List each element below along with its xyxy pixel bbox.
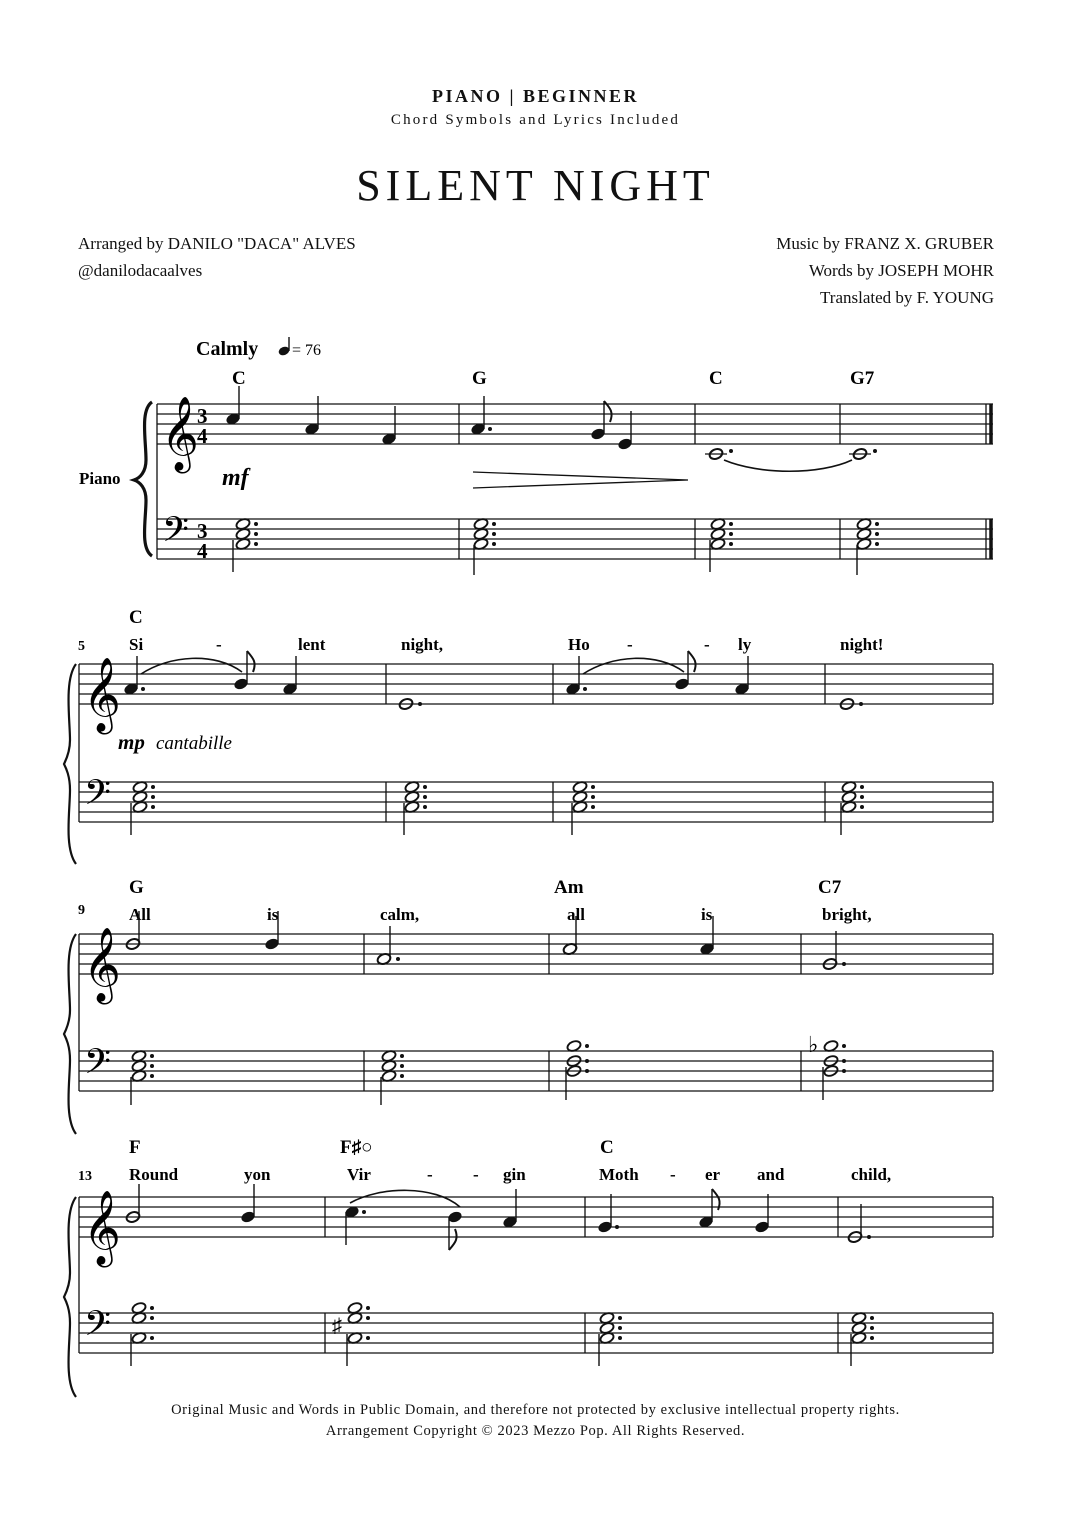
lyric-syllable: is [267, 905, 279, 924]
treble-notes-s2 [123, 651, 863, 711]
grand-staff-brace [64, 664, 76, 864]
grand-staff-brace [64, 934, 76, 1134]
barlines [157, 404, 986, 559]
series-label: PIANO | BEGINNER [432, 86, 639, 106]
treble-notes-m3-m4 [705, 447, 877, 471]
dynamic-mf: mf [222, 465, 249, 491]
treble-staff [79, 934, 993, 974]
barlines [79, 1197, 993, 1353]
time-signature-bottom: 4 [197, 424, 208, 448]
treble-clef-icon: 𝄞 [161, 398, 199, 469]
lyric-syllable: and [757, 1165, 785, 1184]
treble-staff [79, 1197, 993, 1237]
measure-number: 9 [78, 903, 85, 918]
system-1 [79, 337, 993, 575]
dynamic-mp: mp [118, 730, 145, 754]
lyric-syllable: All [129, 905, 151, 924]
treble-staff [79, 664, 993, 704]
expression-text: cantabille [156, 733, 232, 754]
translation-credit: Translated by F. YOUNG [820, 288, 994, 307]
treble-notes-s3 [125, 911, 846, 971]
footer-line-1: Original Music and Words in Public Domain, and therefore not protected by exclusive intellectual property rights. [171, 1402, 900, 1418]
lyric-syllable: calm, [380, 905, 420, 924]
copyright-footer [0, 1400, 1071, 1442]
lyrics-line [129, 1165, 891, 1184]
bass-clef-icon: 𝄢 [84, 1044, 112, 1090]
system-3 [64, 877, 993, 1134]
words-credit: Words by JOSEPH MOHR [808, 261, 994, 280]
bass-chords-s1 [233, 517, 879, 575]
lyric-syllable: night, [401, 635, 444, 654]
arranger-handle: @danilodacaalves [78, 261, 203, 280]
chord-symbol: Am [554, 877, 584, 898]
footer-line-2: Arrangement Copyright © 2023 Mezzo Pop. All Rights Reserved. [325, 1423, 746, 1439]
lyric-syllable: Moth [599, 1165, 639, 1184]
chord-symbol: G [129, 877, 144, 898]
lyric-syllable: - [216, 635, 222, 654]
lyric-syllable: gin [503, 1165, 526, 1184]
lyric-syllable: - [627, 635, 633, 654]
grand-staff-brace [64, 1197, 76, 1397]
treble-clef-icon: 𝄞 [83, 1192, 121, 1263]
bass-chords-s4 [131, 1301, 874, 1366]
chord-symbol: F♯○ [340, 1137, 373, 1158]
lyric-syllable: - [473, 1165, 479, 1184]
system-2 [64, 607, 993, 864]
bass-staff [79, 1051, 993, 1091]
bass-chords-s3 [131, 1032, 846, 1105]
system-4 [64, 1137, 993, 1397]
sharp-accidental-icon: ♯ [332, 1315, 342, 1337]
measure-number: 13 [78, 1169, 92, 1184]
lyrics-line [129, 905, 872, 924]
lyric-syllable: - [704, 635, 710, 654]
chord-symbol: C [232, 368, 246, 389]
bass-staff [79, 782, 993, 822]
song-title: SILENT NIGHT [356, 161, 715, 210]
lyric-syllable: Si [129, 635, 144, 654]
chord-symbol: F [129, 1137, 141, 1158]
decrescendo-hairpin [473, 472, 688, 488]
lyric-syllable: Vir [347, 1165, 371, 1184]
treble-clef-icon: 𝄞 [83, 929, 121, 1000]
bass-clef-icon: 𝄢 [162, 512, 190, 558]
barlines [79, 934, 993, 1091]
lyric-syllable: ly [738, 635, 752, 654]
tempo-marking: Calmly [196, 338, 259, 360]
lyric-syllable: lent [298, 635, 326, 654]
treble-staff [157, 404, 993, 444]
lyric-syllable: bright, [822, 905, 872, 924]
lyric-syllable: - [427, 1165, 433, 1184]
time-signature-top: 3 [197, 404, 208, 428]
treble-notes-m1 [225, 386, 397, 446]
chord-symbol: C7 [818, 877, 842, 898]
subtitle: Chord Symbols and Lyrics Included [390, 112, 681, 128]
arranger-credit: Arranged by DANILO "DACA" ALVES [78, 234, 356, 253]
flat-accidental-icon: ♭ [808, 1032, 819, 1057]
bass-clef-icon: 𝄢 [84, 775, 112, 821]
tempo-value: = 76 [292, 342, 322, 359]
lyric-syllable: Ho [568, 635, 590, 654]
music-credit: Music by FRANZ X. GRUBER [776, 234, 994, 253]
lyric-syllable: is [701, 905, 713, 924]
lyric-syllable: er [705, 1165, 721, 1184]
instrument-name: Piano [79, 469, 121, 488]
chord-symbol: C [129, 607, 143, 628]
lyric-syllable: - [670, 1165, 676, 1184]
chord-symbol: C [600, 1137, 614, 1158]
lyrics-line [129, 635, 883, 654]
treble-clef-icon: 𝄞 [83, 659, 121, 730]
lyric-syllable: all [567, 905, 585, 924]
lyric-syllable: yon [244, 1165, 271, 1184]
lyric-syllable: night! [840, 635, 884, 654]
lyric-syllable: child, [851, 1165, 892, 1184]
bass-chords-s2 [131, 780, 864, 835]
measure-number: 5 [78, 639, 85, 654]
lyric-syllable: Round [129, 1165, 179, 1184]
svg-text:3: 3 [197, 519, 208, 543]
chord-symbol: G [472, 368, 487, 389]
chord-symbol: C [709, 368, 723, 389]
bass-clef-icon: 𝄢 [84, 1306, 112, 1352]
chord-symbol: G7 [850, 368, 875, 389]
grand-staff-brace [134, 402, 152, 556]
svg-text:4: 4 [197, 539, 208, 563]
